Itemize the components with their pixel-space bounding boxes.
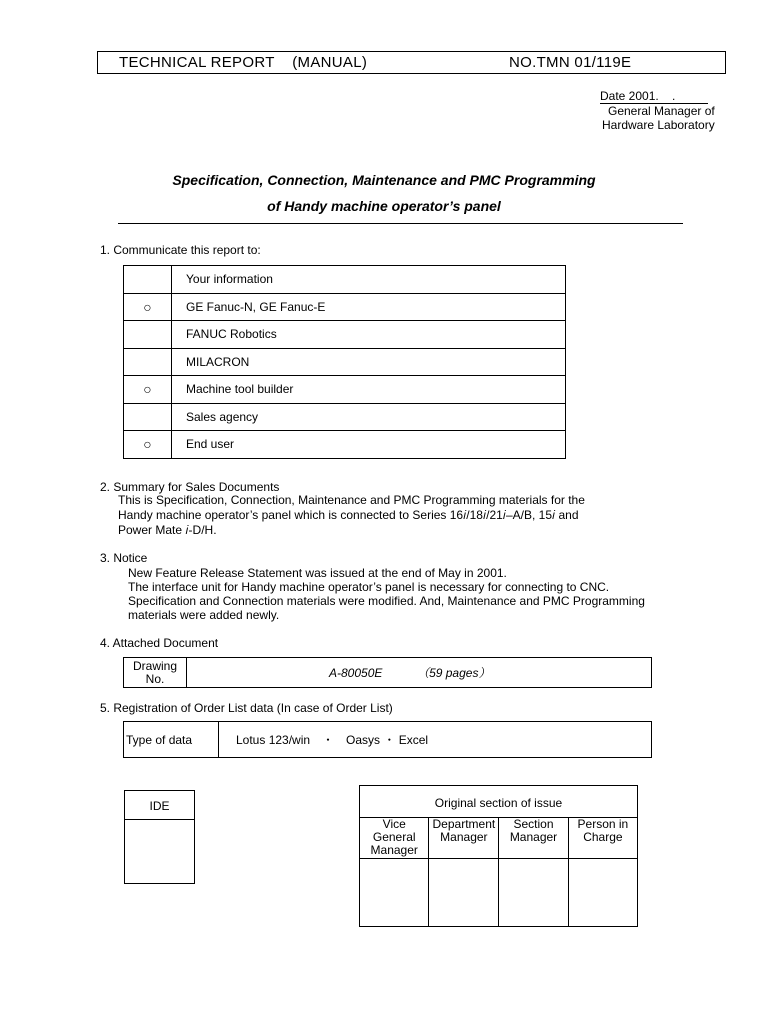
distribution-mark: ○ xyxy=(124,293,172,321)
notice-line: materials were added newly. xyxy=(128,608,280,622)
signoff-title: Original section of issue xyxy=(360,786,638,818)
ide-box xyxy=(124,790,195,884)
page-count: （59 pages） xyxy=(417,666,491,680)
distribution-mark: ○ xyxy=(124,431,172,459)
distribution-label: Machine tool builder xyxy=(172,376,566,404)
signoff-column-header: Section Manager xyxy=(499,818,568,859)
report-number: NO.TMN 01/119E xyxy=(509,54,632,71)
notice-line: Specification and Connection materials were modified. And, Maintenance and PMC Programming xyxy=(128,594,645,608)
section-3-heading: 3. Notice xyxy=(100,551,148,565)
document-title-line-2: of Handy machine operator’s panel xyxy=(267,198,501,214)
signoff-table xyxy=(359,785,638,927)
document-title-line-1: Specification, Connection, Maintenance and PMC Programming xyxy=(172,172,596,188)
summary-line: Handy machine operator’s panel which is connected to Series 16𝑖/18𝑖/21𝑖–A/B, 15𝑖 and xyxy=(118,508,579,522)
section-3-body xyxy=(128,566,645,622)
distribution-row xyxy=(124,266,566,294)
attached-document-table xyxy=(123,657,652,688)
distribution-mark xyxy=(124,266,172,294)
distribution-mark xyxy=(124,348,172,376)
section-2-body xyxy=(118,493,585,538)
title-divider xyxy=(118,223,683,224)
summary-line: This is Specification, Connection, Maintenance and PMC Programming materials for the xyxy=(118,493,585,507)
signature-cell xyxy=(360,859,429,927)
report-type-title: TECHNICAL REPORT (MANUAL) xyxy=(119,54,368,71)
distribution-label: FANUC Robotics xyxy=(172,321,566,349)
notice-line: The interface unit for Handy machine operator’s panel is necessary for connecting to CNC. xyxy=(128,580,610,594)
distribution-label: Your information xyxy=(172,266,566,294)
distribution-mark xyxy=(124,403,172,431)
issuer-line-1: General Manager of xyxy=(608,104,715,118)
report-header xyxy=(97,51,726,74)
date-block xyxy=(600,89,715,132)
distribution-label: Sales agency xyxy=(172,403,566,431)
distribution-table xyxy=(123,265,566,459)
drawing-number: A-80050E xyxy=(329,666,383,680)
section-4-heading: 4. Attached Document xyxy=(100,636,219,650)
signoff-column-header: Person in Charge xyxy=(568,818,637,859)
distribution-mark xyxy=(124,321,172,349)
distribution-row xyxy=(124,376,566,404)
distribution-label: MILACRON xyxy=(172,348,566,376)
data-type-label: Type of data xyxy=(124,722,219,758)
drawing-no-cell xyxy=(187,658,652,688)
distribution-label: End user xyxy=(172,431,566,459)
section-1-heading: 1. Communicate this report to: xyxy=(100,243,261,257)
distribution-row xyxy=(124,293,566,321)
signature-cell xyxy=(429,859,499,927)
distribution-label: GE Fanuc-N, GE Fanuc-E xyxy=(172,293,566,321)
signature-cell xyxy=(568,859,637,927)
signoff-column-header: Department Manager xyxy=(429,818,499,859)
distribution-mark: ○ xyxy=(124,376,172,404)
distribution-row xyxy=(124,321,566,349)
order-list-table xyxy=(123,721,652,758)
issuer-line-2: Hardware Laboratory xyxy=(602,118,715,132)
notice-line: New Feature Release Statement was issued at the end of May in 2001. xyxy=(128,566,507,580)
report-date: Date 2001. . xyxy=(600,89,708,104)
drawing-no-label: Drawing No. xyxy=(124,658,187,688)
distribution-row xyxy=(124,431,566,459)
ide-label: IDE xyxy=(125,791,194,820)
distribution-row xyxy=(124,348,566,376)
distribution-row xyxy=(124,403,566,431)
section-5-heading: 5. Registration of Order List data (In case of Order List) xyxy=(100,701,393,715)
summary-line: Power Mate 𝑖-D/H. xyxy=(118,523,217,537)
section-2-heading: 2. Summary for Sales Documents xyxy=(100,480,280,494)
signoff-column-header: Vice General Manager xyxy=(360,818,429,859)
data-type-value: Lotus 123/win ・ Oasys ・ Excel xyxy=(219,722,652,758)
signature-cell xyxy=(499,859,568,927)
